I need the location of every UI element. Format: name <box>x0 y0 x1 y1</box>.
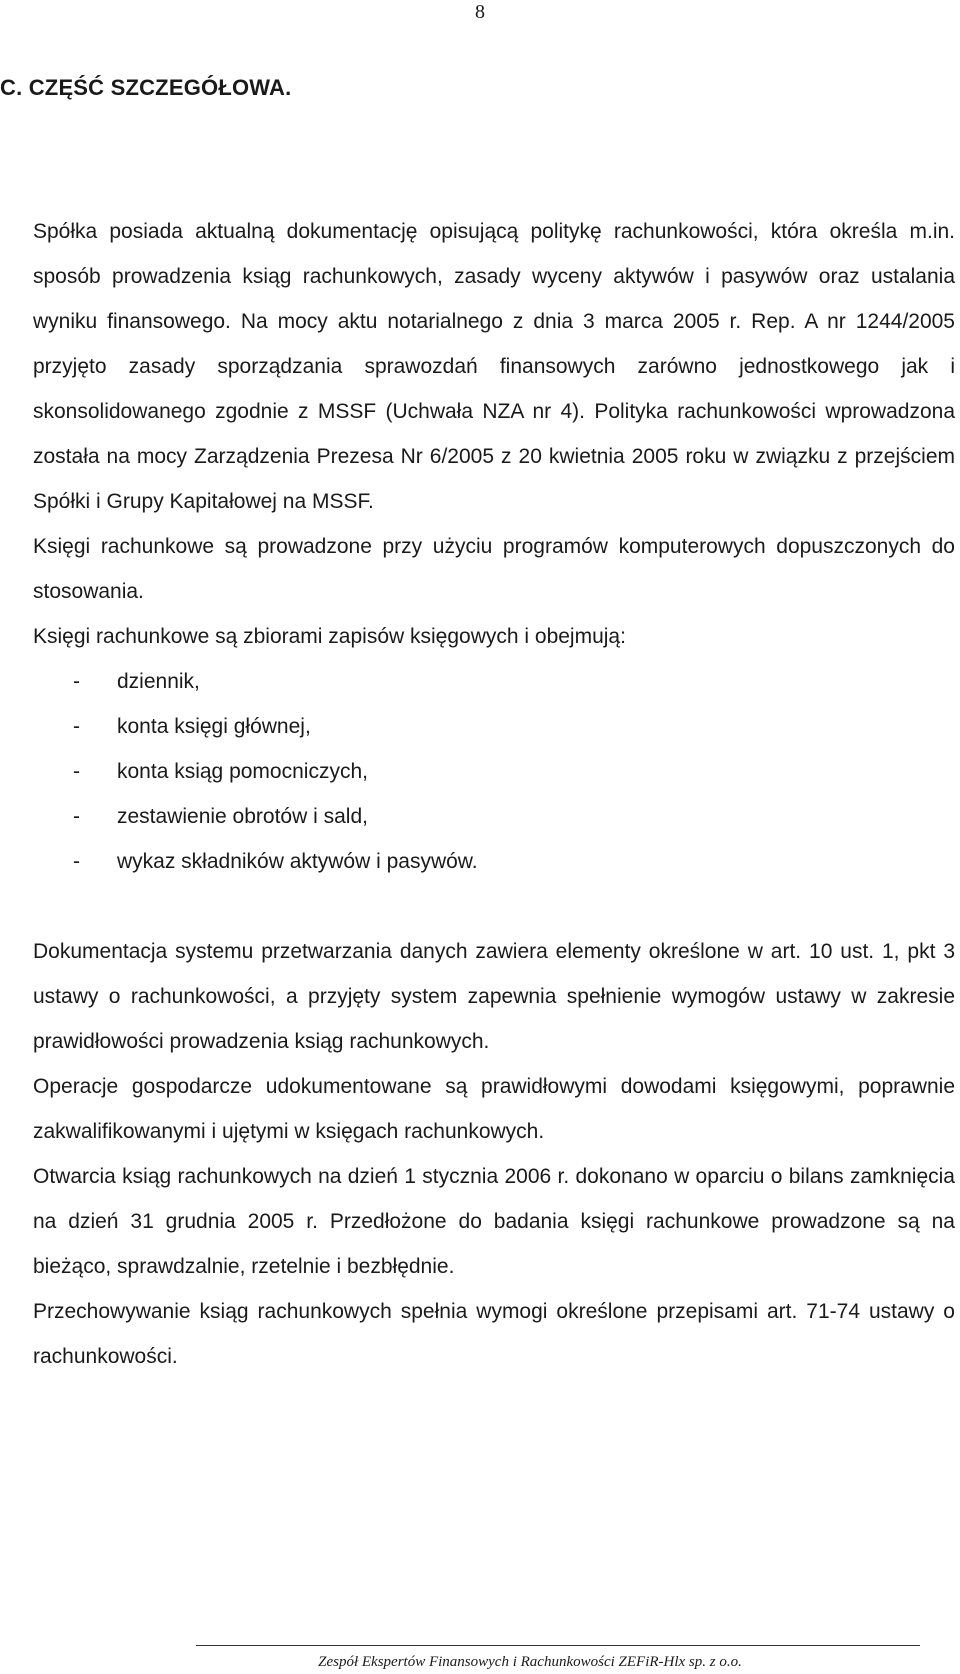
paragraph-accounting-policy: Spółka posiada aktualną dokumentację opisującą politykę rachunkowości, która określa m.in. sposób prowadzenia ksiąg rachunkowych, zasady wyceny aktywów i pasywów oraz ustalania wyniku finansowego. Na mocy aktu notarialnego z dnia 3 marca 2005 r. Rep. A nr 1244/2005 przyjęto zasady sporządzania sprawozdań finansowych zarówno jednostkowego jak i skonsolidowanego zgodnie z MSSF (Uchwała NZA nr 4). Polityka rachunkowości wprowadzona została na mocy Zarządzenia Prezesa Nr 6/2005 z 20 kwietnia 2005 roku w związku z przejściem Spółki i Grupy Kapitałowej na MSSF. <box>33 220 955 513</box>
list-dash: - <box>73 850 80 873</box>
list-item-text: wykaz składników aktywów i pasywów. <box>117 850 478 873</box>
list-dash: - <box>73 805 80 828</box>
list-item <box>33 749 955 794</box>
paragraph-storage: Przechowywanie ksiąg rachunkowych spełnia wymogi określone przepisami art. 71-74 ustawy o rachunkowości. <box>33 1300 955 1368</box>
books-list <box>33 659 955 884</box>
list-dash: - <box>73 670 80 693</box>
page-footer: Zespół Ekspertów Finansowych i Rachunkowości ZEFiR-Hlx sp. z o.o. <box>318 1654 742 1670</box>
list-item <box>33 704 955 749</box>
paragraph-books-include: Księgi rachunkowe są zbiorami zapisów księgowych i obejmują: <box>33 625 626 648</box>
paragraph-data-processing: Dokumentacja systemu przetwarzania danych zawiera elementy określone w art. 10 ust. 1, pkt 3 ustawy o rachunkowości, a przyjęty system zapewnia spełnienie wymogów ustawy w zakresie prawidłowości prowadzenia ksiąg rachunkowych. <box>33 940 955 1053</box>
list-item-text: zestawienie obrotów i sald, <box>117 805 368 828</box>
list-dash: - <box>73 760 80 783</box>
paragraph-economic-operations: Operacje gospodarcze udokumentowane są prawidłowymi dowodami księgowymi, poprawnie zakwalifikowanymi i ujętymi w księgach rachunkowych. <box>33 1075 955 1143</box>
paragraph-computer-programs: Księgi rachunkowe są prowadzone przy użyciu programów komputerowych dopuszczonych do stosowania. <box>33 535 955 603</box>
list-item <box>33 794 955 839</box>
section-heading: C. CZĘŚĆ SZCZEGÓŁOWA. <box>0 75 292 100</box>
list-item <box>33 659 955 704</box>
page-number: 8 <box>475 1 485 23</box>
list-item-text: konta księgi głównej, <box>117 715 311 738</box>
list-item-text: konta ksiąg pomocniczych, <box>117 760 368 783</box>
list-item <box>33 839 955 884</box>
footer-divider <box>196 1645 920 1646</box>
document-body <box>33 209 955 1379</box>
list-item-text: dziennik, <box>117 670 200 693</box>
list-dash: - <box>73 715 80 738</box>
paragraph-opening-books: Otwarcia ksiąg rachunkowych na dzień 1 stycznia 2006 r. dokonano w oparciu o bilans zamknięcia na dzień 31 grudnia 2005 r. Przedłożone do badania księgi rachunkowe prowadzone są na bieżąco, sprawdzalnie, rzetelnie i bezbłędnie. <box>33 1165 955 1278</box>
